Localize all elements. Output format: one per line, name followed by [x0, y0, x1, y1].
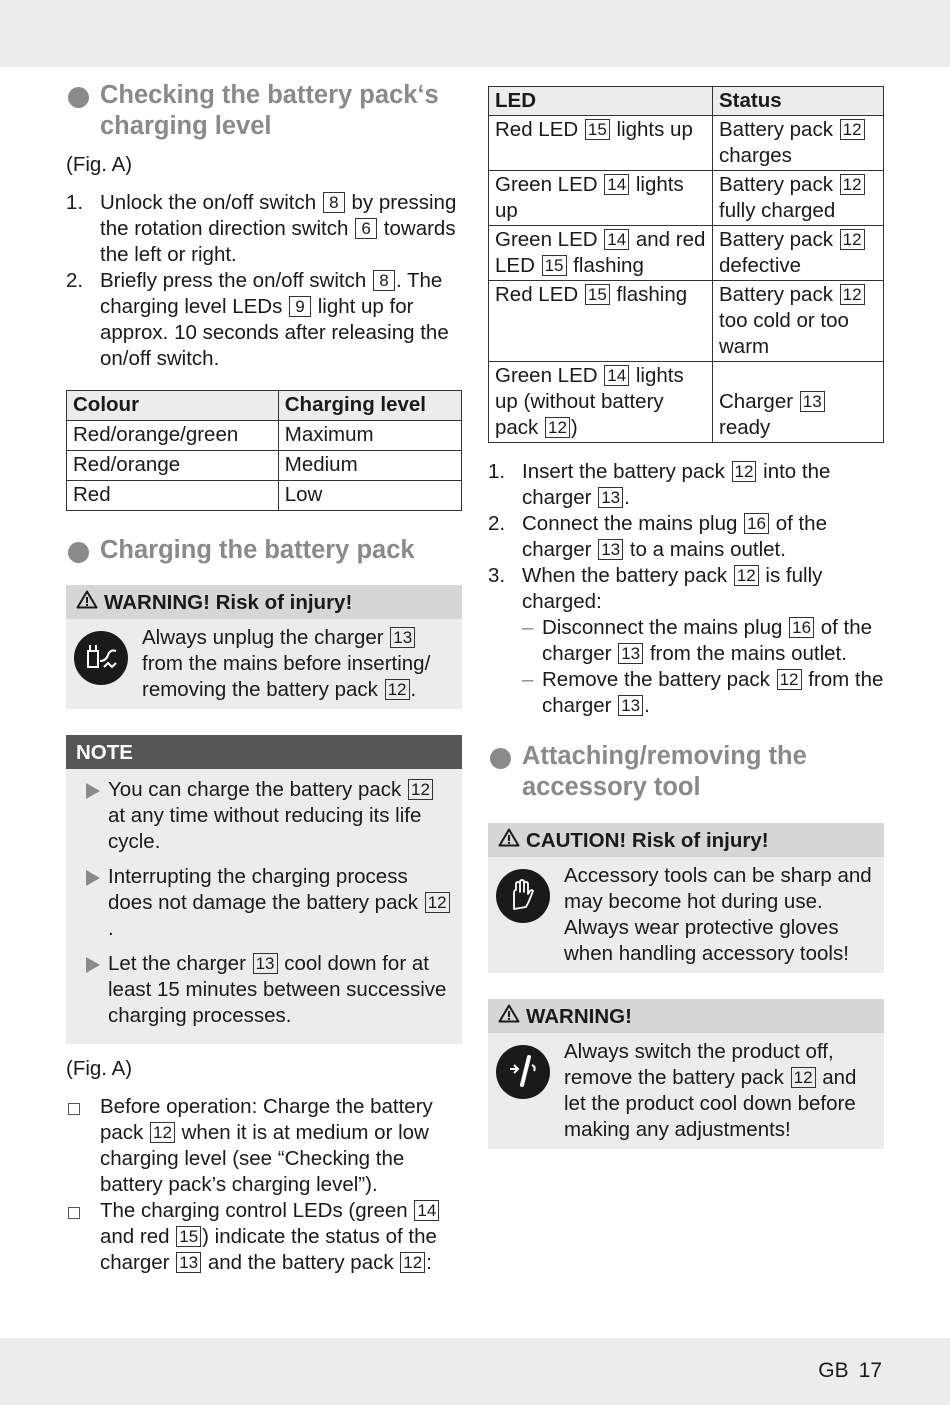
figure-reference: (Fig. A) [66, 1057, 133, 1080]
part-ref: 13 [390, 627, 415, 648]
unplug-icon [74, 631, 128, 685]
part-ref: 12 [734, 565, 759, 586]
language-code: GB [818, 1359, 849, 1382]
part-ref: 12 [840, 229, 865, 250]
sub-step: – Remove the battery pack 12 from the charger 13 . [522, 668, 884, 717]
list-item: 1. Unlock the on/off switch 8 by pressing the rotation direction switch 6 towards the left or right. [66, 191, 457, 266]
note-title: NOTE [66, 735, 462, 769]
part-ref: 15 [585, 119, 610, 140]
arrow-bullet-icon [86, 783, 100, 799]
led-status-table [488, 86, 884, 443]
part-ref: 13 [598, 487, 623, 508]
warning-box-adjustments [488, 999, 884, 1149]
caution-body: Accessory tools can be sharp and may become hot during use. Always wear protective gloves when handling accessory tools! [488, 857, 884, 973]
part-ref: 12 [840, 119, 865, 140]
part-ref: 12 [425, 892, 450, 913]
table-row: Green LED 14 lights up (without battery pack 12 ) Charger 13 ready [489, 362, 884, 443]
warning-title: WARNING! [488, 999, 884, 1033]
checklist [66, 1094, 462, 1276]
arrow-bullet-icon [86, 870, 100, 886]
list-item: 3. When the battery pack 12 is fully charged: – Disconnect the mains plug 16 of the charger 13 from the mains outlet. – Remove the battery pack 12 from the charger 13 . [488, 564, 884, 717]
table-row: Green LED 14 lights up Battery pack 12 fully charged [489, 171, 884, 226]
table-row: Red/orange/green Maximum [67, 421, 462, 451]
part-ref: 13 [618, 643, 643, 664]
part-ref: 14 [414, 1200, 439, 1221]
part-ref: 16 [744, 513, 769, 534]
table-row: Green LED 14 and red LED 15 flashing Battery pack 12 defective [489, 226, 884, 281]
warning-triangle-icon [498, 1003, 520, 1030]
switch-off-icon [496, 1045, 550, 1099]
sub-steps [522, 615, 884, 719]
list-item: 2. Connect the mains plug 16 of the charger 13 to a mains outlet. [488, 512, 827, 561]
note-item: Let the charger 13 cool down for at least 15 minutes between successive charging processes. [76, 951, 452, 1029]
top-band [0, 0, 950, 67]
part-ref: 12 [732, 461, 757, 482]
page-footer [808, 1357, 882, 1385]
section-heading-charging: Charging the battery pack [66, 535, 462, 566]
checkbox-bullet-icon [68, 1103, 80, 1115]
part-ref: 12 [150, 1122, 175, 1143]
table-header-row: LED Status [489, 87, 884, 116]
right-column [488, 86, 884, 1175]
checkbox-bullet-icon [68, 1207, 80, 1219]
checklist-item: Before operation: Charge the battery pack 12 when it is at medium or low charging level (see “Checking the battery pack’s charging level”). [66, 1094, 462, 1198]
charging-steps [488, 459, 884, 719]
part-ref: 12 [840, 284, 865, 305]
caution-box [488, 823, 884, 973]
protective-gloves-icon [496, 869, 550, 923]
table-row: Red LED 15 flashing Battery pack 12 too cold or too warm [489, 281, 884, 362]
note-item: Interrupting the charging process does not damage the battery pack 12. [76, 864, 452, 942]
warning-body: Always switch the product off, remove the battery pack 12 and let the product cool down before making any adjustments! [488, 1033, 884, 1149]
part-ref: 12 [791, 1067, 816, 1088]
section-heading-accessory-tool: Attaching/removing the accessory tool [488, 741, 884, 803]
part-ref: 13 [253, 953, 278, 974]
charging-level-table [66, 390, 462, 511]
part-ref: 14 [604, 229, 629, 250]
sub-step: – Disconnect the mains plug 16 of the charger 13 from the mains outlet. [522, 616, 873, 665]
part-ref: 12 [400, 1252, 425, 1273]
heading-bullet-icon [490, 748, 511, 769]
warning-body: Always unplug the charger 13 from the mains before inserting/ removing the battery pack 12 . [66, 619, 462, 709]
table-row: Red/orange Medium [67, 451, 462, 481]
part-ref: 6 [355, 218, 377, 239]
warning-triangle-icon [76, 589, 98, 616]
figure-reference: (Fig. A) [66, 153, 133, 176]
arrow-bullet-icon [86, 957, 100, 973]
part-ref: 13 [800, 391, 825, 412]
part-ref: 15 [542, 255, 567, 276]
part-ref: 8 [323, 192, 345, 213]
table-row: Red LED 15 lights up Battery pack 12 charges [489, 116, 884, 171]
checklist-item: The charging control LEDs (green 14 and red 15 ) indicate the status of the charger 13 and the battery pack 12 : [66, 1198, 462, 1276]
warning-box-unplug [66, 585, 462, 709]
note-box [66, 769, 462, 1044]
caution-title: CAUTION! Risk of injury! [488, 823, 884, 857]
table-header-row: Colour Charging level [67, 391, 462, 421]
list-item: 2. Briefly press the on/off switch 8 . The charging level LEDs 9 light up for approx. 10 seconds after releasing the on/off switch. [66, 269, 449, 370]
left-column [66, 80, 462, 1276]
part-ref: 15 [176, 1226, 201, 1247]
part-ref: 16 [789, 617, 814, 638]
heading-bullet-icon [68, 542, 89, 563]
page-number: 17 [858, 1359, 882, 1382]
part-ref: 12 [840, 174, 865, 195]
charging-level-steps [66, 190, 462, 372]
warning-triangle-icon [498, 827, 520, 854]
table-row: Red Low [67, 481, 462, 511]
part-ref: 14 [604, 365, 629, 386]
warning-title: WARNING! Risk of injury! [66, 585, 462, 619]
part-ref: 15 [585, 284, 610, 305]
list-item: 1. Insert the battery pack 12 into the charger 13 . [488, 460, 831, 509]
part-ref: 12 [408, 779, 433, 800]
part-ref: 14 [604, 174, 629, 195]
part-ref: 12 [777, 669, 802, 690]
part-ref: 13 [598, 539, 623, 560]
part-ref: 12 [385, 679, 410, 700]
part-ref: 13 [176, 1252, 201, 1273]
part-ref: 8 [373, 270, 395, 291]
part-ref: 13 [618, 695, 643, 716]
section-heading-charging-level: Checking the battery pack‘s charging level [66, 80, 462, 142]
heading-bullet-icon [68, 87, 89, 108]
note-item: You can charge the battery pack 12 at any time without reducing its life cycle. [76, 777, 452, 855]
part-ref: 9 [289, 296, 311, 317]
part-ref: 12 [545, 417, 570, 438]
